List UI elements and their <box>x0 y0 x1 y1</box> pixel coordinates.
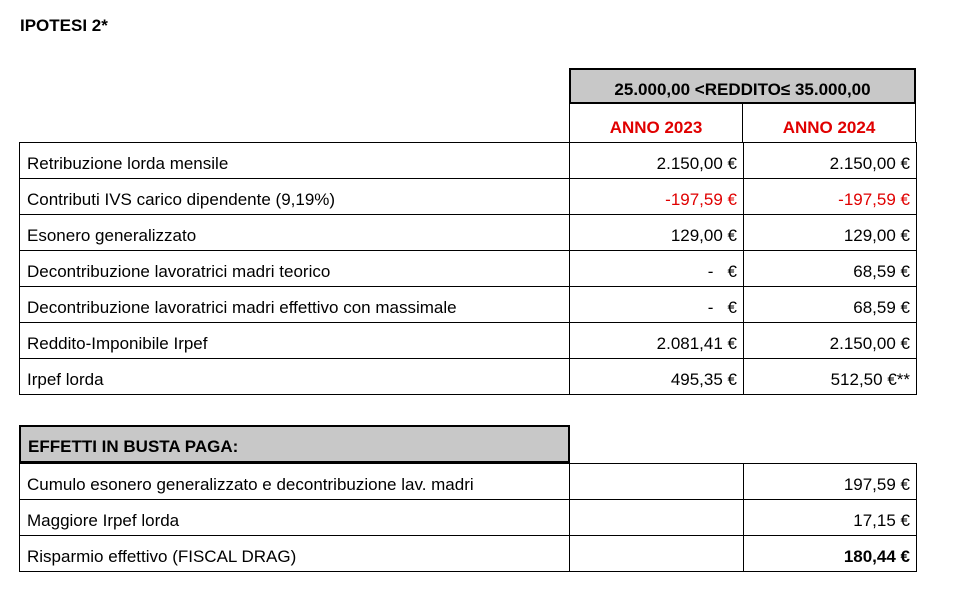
value-2023 <box>570 464 744 500</box>
year-header-row <box>569 104 916 142</box>
table-row <box>20 179 917 215</box>
value-2023: - € <box>570 251 744 287</box>
value-2023: 2.150,00 € <box>570 143 744 179</box>
row-label: Esonero generalizzato <box>20 215 570 251</box>
value-2024: 197,59 € <box>744 464 917 500</box>
value-2024: 512,50 €** <box>744 359 917 395</box>
table-row <box>20 500 917 536</box>
value-2023 <box>570 500 744 536</box>
value-2024: 68,59 € <box>744 251 917 287</box>
table-row <box>20 287 917 323</box>
value-2024: 129,00 € <box>744 215 917 251</box>
row-label: Retribuzione lorda mensile <box>20 143 570 179</box>
page-title: IPOTESI 2* <box>20 16 108 35</box>
value-2023: 2.081,41 € <box>570 323 744 359</box>
value-2024: 2.150,00 € <box>744 143 917 179</box>
year-2024-header: ANNO 2024 <box>742 104 915 142</box>
value-2023: -197,59 € <box>570 179 744 215</box>
table-row <box>20 464 917 500</box>
value-2024: 180,44 € <box>744 536 917 572</box>
income-range-header: 25.000,00 <REDDITO≤ 35.000,00 <box>569 68 916 104</box>
value-2023 <box>570 536 744 572</box>
row-label: Risparmio effettivo (FISCAL DRAG) <box>20 536 570 572</box>
year-2023-header: ANNO 2023 <box>609 118 703 137</box>
table-row <box>20 143 917 179</box>
value-2023: - € <box>570 287 744 323</box>
payroll-table <box>19 142 917 395</box>
row-label: Maggiore Irpef lorda <box>20 500 570 536</box>
table-row <box>20 251 917 287</box>
value-2024: 17,15 € <box>744 500 917 536</box>
table-row <box>20 359 917 395</box>
row-label: Reddito-Imponibile Irpef <box>20 323 570 359</box>
row-label: Decontribuzione lavoratrici madri teorico <box>20 251 570 287</box>
effects-table <box>19 463 917 572</box>
value-2023: 129,00 € <box>570 215 744 251</box>
value-2024: 2.150,00 € <box>744 323 917 359</box>
table-row <box>20 215 917 251</box>
row-label: Contributi IVS carico dipendente (9,19%) <box>20 179 570 215</box>
value-2024: 68,59 € <box>744 287 917 323</box>
value-2024: -197,59 € <box>744 179 917 215</box>
effects-header: EFFETTI IN BUSTA PAGA: <box>19 425 570 463</box>
table-row <box>20 536 917 572</box>
value-2023: 495,35 € <box>570 359 744 395</box>
row-label: Cumulo esonero generalizzato e decontribuzione lav. madri <box>20 464 570 500</box>
row-label: Irpef lorda <box>20 359 570 395</box>
row-label: Decontribuzione lavoratrici madri effettivo con massimale <box>20 287 570 323</box>
table-row <box>20 323 917 359</box>
